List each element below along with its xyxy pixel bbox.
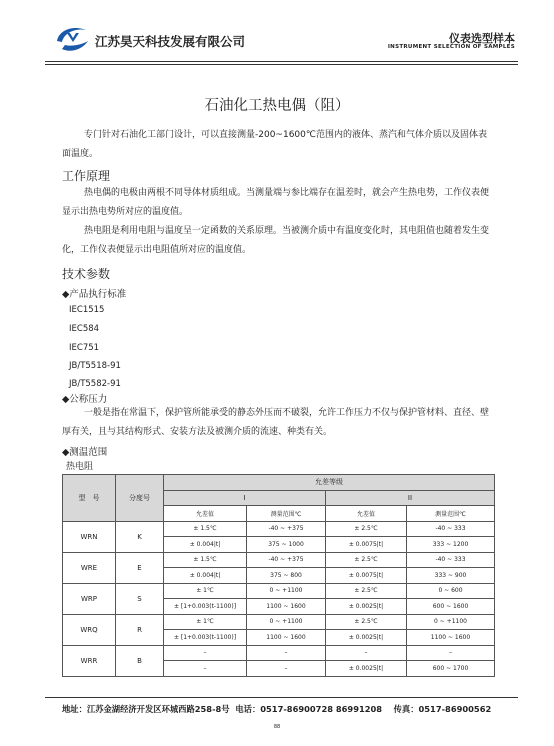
principle-text-1: 热电偶的电极由两根不同导体材质组成。当测量端与参比端存在温差时，就会产生热电势，工作仪表便显示出热电势所对应的温度值。 [62, 188, 490, 217]
table-cell: 600 ~ 1700 [407, 661, 495, 677]
table-cell: ± 0.0025|t| [326, 599, 407, 615]
page-title: 石油化工热电偶（阻） [204, 98, 350, 114]
footer-address: 地址：江苏金湖经济开发区环城西路258-8号 [62, 704, 230, 714]
cell-division: R [116, 614, 164, 645]
table-cell: ± 0.0075|t| [326, 537, 407, 553]
table-cell: ± 1.5℃ [164, 521, 247, 537]
table-cell: ± 0.004|t| [164, 568, 247, 584]
standard-item: IEC584 [69, 324, 100, 334]
table-row [63, 521, 495, 537]
table-cell: ± 2.5℃ [326, 583, 407, 599]
table-cell: ± [1+0.003(t-1100)] [164, 599, 247, 615]
table-cell: – [407, 645, 495, 661]
cell-model: WRQ [63, 614, 116, 645]
cell-division: S [116, 583, 164, 614]
standards-label: ◆产品执行标准 [62, 289, 127, 300]
table-cell: 0 ~ +1100 [247, 583, 326, 599]
subheader-range: 测量范围℃ [247, 506, 326, 522]
subheader-range: 测量范围℃ [407, 506, 495, 522]
cell-division: E [116, 552, 164, 583]
table-cell: ± 0.0075|t| [326, 568, 407, 584]
standard-item: JB/T5582-91 [69, 379, 121, 389]
pressure-paragraph [62, 404, 494, 442]
table-cell: – [247, 645, 326, 661]
cell-model: WRE [63, 552, 116, 583]
subheader-tolerance: 允差值 [164, 506, 247, 522]
principle-paragraph-2 [62, 222, 494, 260]
table-cell: ± 1.5℃ [164, 552, 247, 568]
header-rule-thin [45, 64, 518, 65]
table-cell: 1100 ~ 1600 [247, 599, 326, 615]
table-cell: 600 ~ 1600 [407, 599, 495, 615]
footer-rule [45, 697, 518, 698]
pressure-label: ◆公称压力 [62, 394, 108, 405]
subheader-tolerance: 允差值 [326, 506, 407, 522]
table-cell: 1100 ~ 1600 [407, 630, 495, 646]
cell-division: K [116, 521, 164, 552]
table-cell: -40 ~ 333 [407, 552, 495, 568]
table-cell: -40 ~ 333 [407, 521, 495, 537]
cell-model: WRP [63, 583, 116, 614]
standard-item: IEC751 [69, 343, 100, 353]
table-cell: -40 ~ +375 [247, 552, 326, 568]
table-row [63, 552, 495, 568]
col-model-header: 型 号 [63, 475, 116, 522]
company-name: 江苏昊天科技发展有限公司 [95, 34, 246, 49]
table-cell: 333 ~ 1200 [407, 537, 495, 553]
table-row [63, 583, 495, 599]
table-cell: ± [1+0.003(t-1100)] [164, 630, 247, 646]
specs-heading: 技术参数 [62, 267, 111, 281]
cell-model: WRN [63, 521, 116, 552]
table-cell: – [247, 661, 326, 677]
table-cell: ± 0.0025|t| [326, 630, 407, 646]
grade-1-header: I [164, 490, 326, 506]
col-tolerance-header: 允差等级 [164, 475, 495, 491]
col-division-header: 分度号 [116, 475, 164, 522]
table-cell: 375 ~ 1000 [247, 537, 326, 553]
page-header [45, 22, 515, 62]
standard-item: IEC1515 [69, 305, 105, 315]
range-label: ◆测温范围 [62, 447, 108, 458]
standard-item: JB/T5518-91 [69, 361, 121, 371]
catalog-subtitle: INSTRUMENT SELECTION OF SAMPLES [387, 44, 515, 50]
table-cell: 333 ~ 900 [407, 568, 495, 584]
table-cell: 0 ~ +1100 [407, 614, 495, 630]
footer-phone: 电话：0517-86900728 86991208 [235, 704, 383, 714]
table-cell: ± 1℃ [164, 614, 247, 630]
table-cell: ± 2.5℃ [326, 521, 407, 537]
header-rule [45, 61, 518, 62]
page-number: 88 [273, 724, 281, 730]
principle-paragraph-1 [62, 184, 494, 222]
table-row [63, 645, 495, 661]
table-cell: ± 0.0025|t| [326, 661, 407, 677]
table-cell: – [326, 645, 407, 661]
table-cell: 0 ~ +1100 [247, 614, 326, 630]
pressure-text: 一般是指在常温下，保护管所能承受的静态外压而不破裂，允许工作压力不仅与保护管材料、直径、壁厚有关，且与其结构形式、安装方法及被测介质的流速、种类有关。 [62, 408, 490, 437]
table-cell: ± 2.5℃ [326, 552, 407, 568]
table-cell: – [164, 661, 247, 677]
intro-paragraph [62, 126, 494, 164]
table-cell: ± 1℃ [164, 583, 247, 599]
table-cell: – [164, 645, 247, 661]
table-cell: -40 ~ +375 [247, 521, 326, 537]
range-sublabel: 热电阻 [66, 462, 94, 472]
temperature-range-table [62, 474, 495, 677]
footer-fax: 传真：0517-86900562 [393, 704, 492, 714]
table-cell: ± 0.004|t| [164, 537, 247, 553]
principle-heading: 工作原理 [62, 169, 111, 183]
grade-2-header: II [326, 490, 495, 506]
table-row [63, 614, 495, 630]
principle-text-2: 热电阻是利用电阻与温度呈一定函数的关系原理。当被测介质中有温度变化时，其电阻值也随着发生变化，工作仪表便显示出电阻值所对应的温度值。 [62, 226, 490, 255]
footer-contact [62, 703, 491, 715]
table-cell: 375 ~ 800 [247, 568, 326, 584]
intro-text: 专门针对石油化工部门设计，可以直接测量-200~1600℃范围内的液体、蒸汽和气体介质以及固体表面温度。 [62, 130, 487, 159]
cell-model: WRR [63, 645, 116, 676]
table-cell: 0 ~ 600 [407, 583, 495, 599]
company-logo-icon [53, 24, 91, 54]
table-cell: ± 2.5℃ [326, 614, 407, 630]
table-cell: 1100 ~ 1600 [247, 630, 326, 646]
catalog-title: 仪表选型样本 [449, 32, 515, 45]
cell-division: B [116, 645, 164, 676]
